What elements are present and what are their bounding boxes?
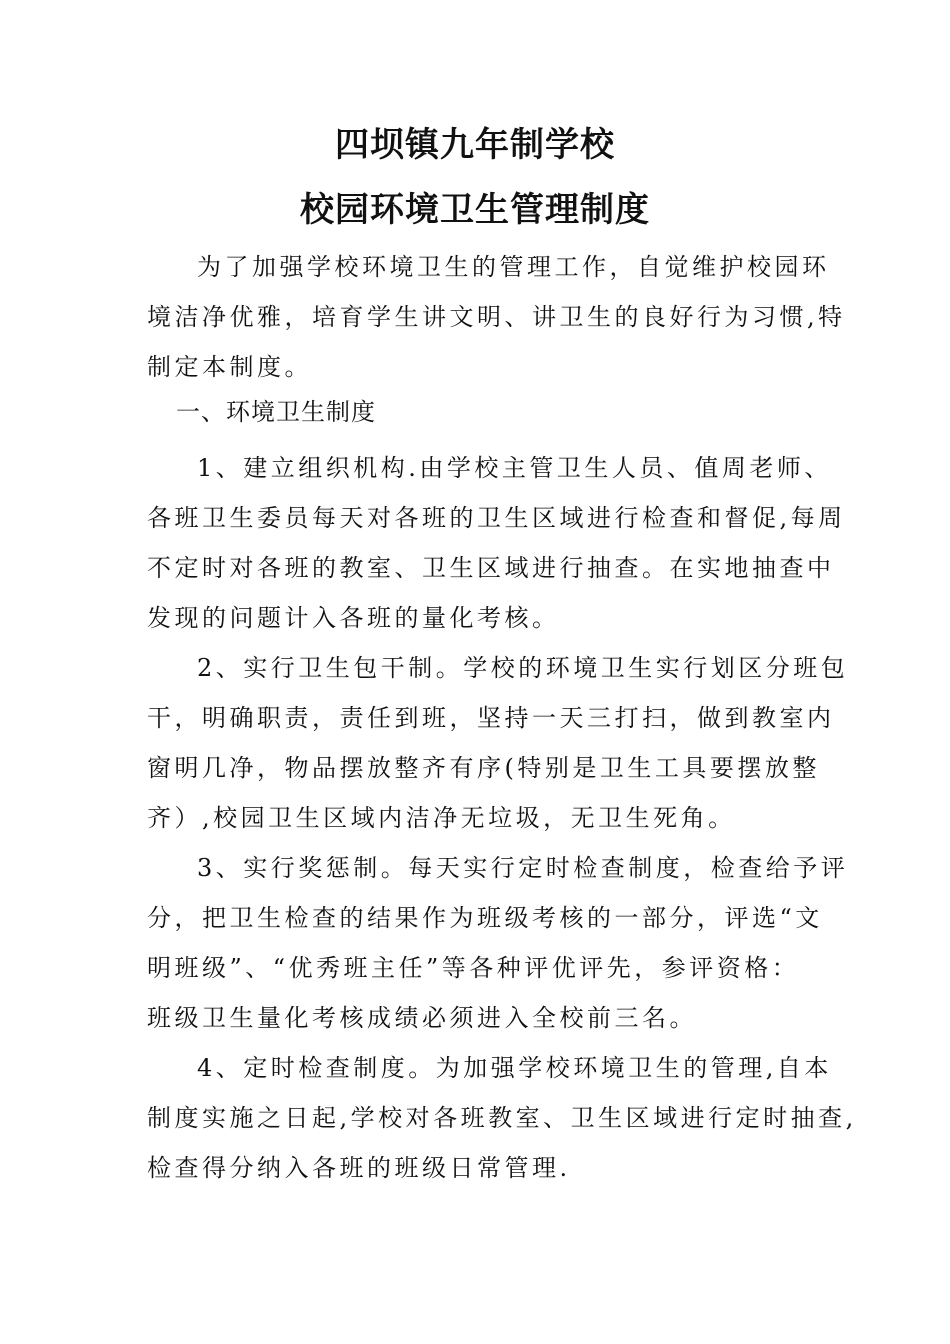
intro-line-2: 境洁净优雅，培育学生讲文明、讲卫生的良好行为习惯,特	[147, 303, 846, 331]
item4-line-1: 4、定时检查制度。为加强学校环境卫生的管理,自本	[197, 1054, 832, 1082]
item2-line-1: 2、实行卫生包干制。学校的环境卫生实行划区分班包	[197, 654, 849, 682]
section-heading: 一、环境卫生制度	[176, 398, 376, 426]
item4-line-3: 检查得分纳入各班的班级日常管理.	[147, 1154, 571, 1182]
item2-line-4: 齐）,校园卫生区域内洁净无垃圾，无卫生死角。	[147, 804, 736, 832]
document-title-school: 四坝镇九年制学校	[335, 125, 615, 165]
item4-line-2: 制度实施之日起,学校对各班教室、卫生区域进行定时抽查,	[147, 1104, 857, 1132]
intro-line-3: 制定本制度。	[147, 353, 312, 381]
item1-line-3: 不定时对各班的教室、卫生区域进行抽查。在实地抽查中	[147, 554, 835, 582]
item1-line-4: 发现的问题计入各班的量化考核。	[147, 604, 560, 632]
item1-line-1: 1、建立组织机构.由学校主管卫生人员、值周老师、	[197, 454, 832, 482]
intro-line-1: 为了加强学校环境卫生的管理工作，自觉维护校园环	[197, 253, 830, 281]
document-title-regulation: 校园环境卫生管理制度	[300, 190, 650, 230]
item2-line-3: 窗明几净，物品摆放整齐有序(特别是卫生工具要摆放整	[147, 754, 820, 782]
item3-line-3: 明班级”、“优秀班主任”等各种评优评先，参评资格：	[147, 954, 800, 982]
item1-line-2: 各班卫生委员每天对各班的卫生区域进行检查和督促,每周	[147, 504, 846, 532]
item2-line-2: 干，明确职责，责任到班，坚持一天三打扫，做到教室内	[147, 704, 835, 732]
item3-line-4: 班级卫生量化考核成绩必须进入全校前三名。	[147, 1004, 697, 1032]
item3-line-2: 分，把卫生检查的结果作为班级考核的一部分，评选“文	[147, 904, 823, 932]
item3-line-1: 3、实行奖惩制。每天实行定时检查制度，检查给予评	[197, 854, 849, 882]
